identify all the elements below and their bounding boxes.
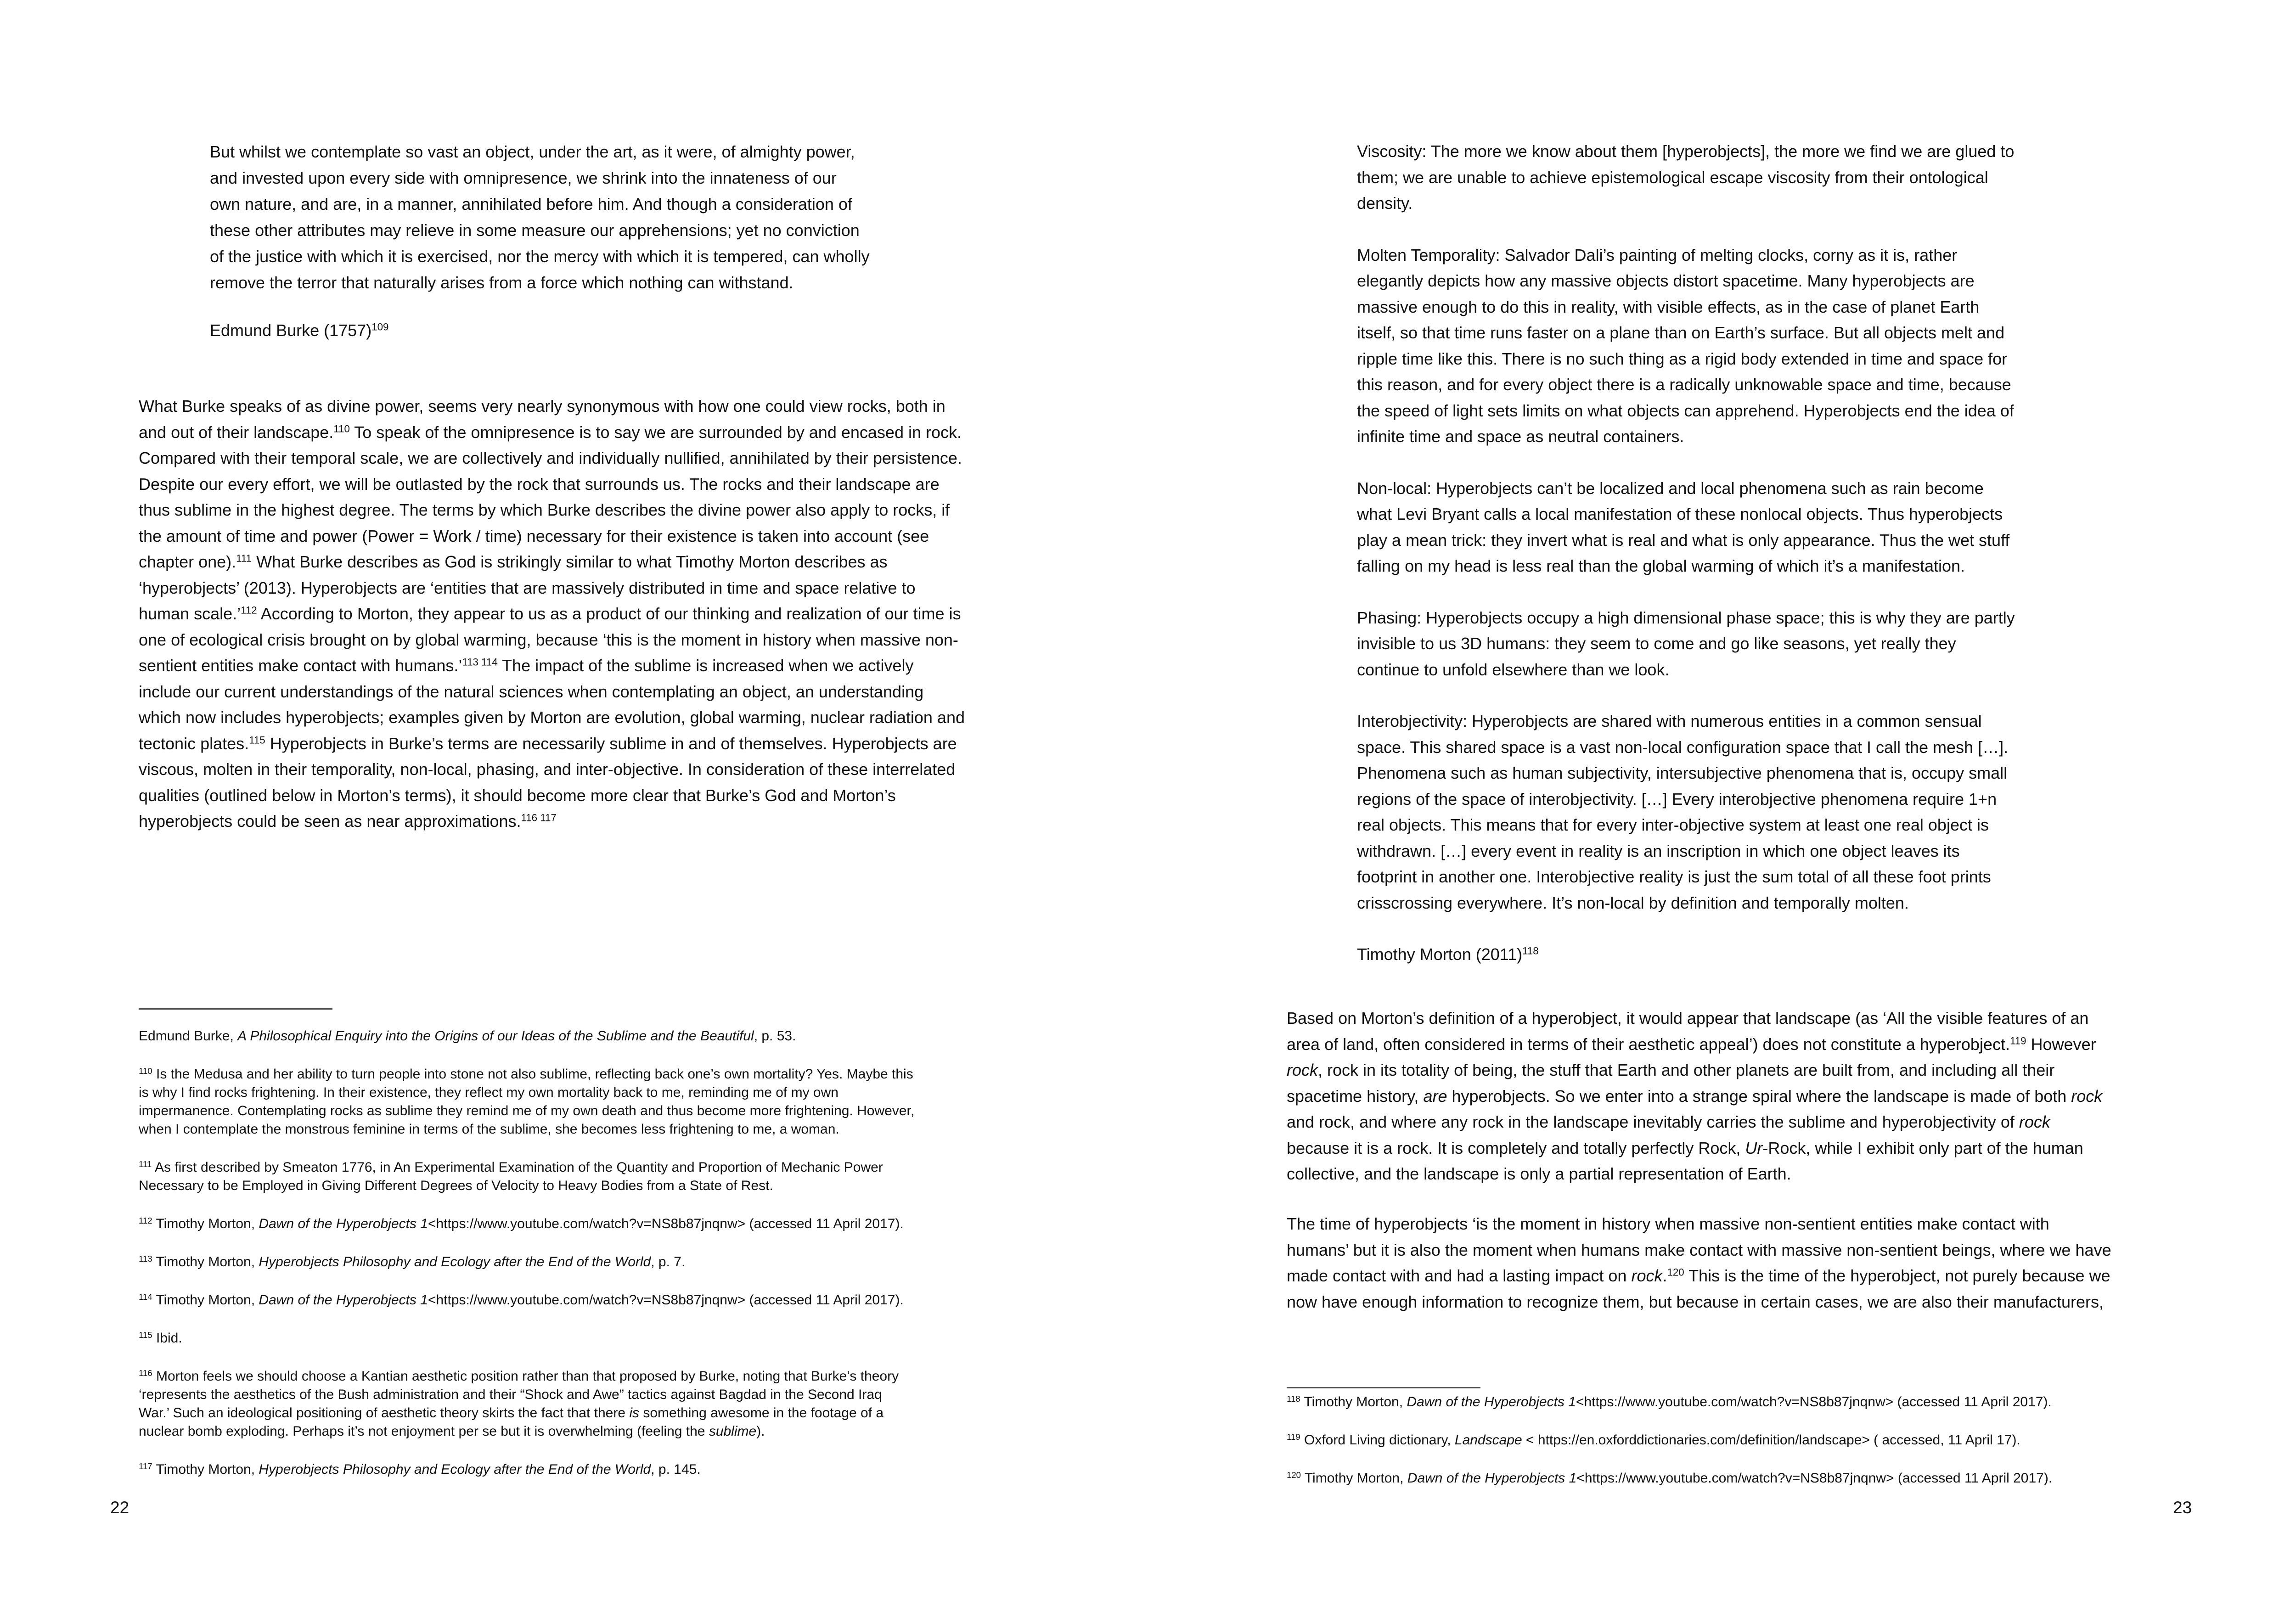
footnote-divider [1287, 1387, 1480, 1388]
footnote-ref: 109 [371, 321, 389, 333]
footnote-ref: 119 [2009, 1035, 2026, 1047]
footnote-ref: 113 114 [462, 656, 498, 668]
quote-line: of the justice with which it is exercised, nor the mercy with which it is tempered, can wholly [210, 247, 870, 266]
footnote: $^{120}$ Timothy Morton, Dawn of the Hyperobjects 1<https://www.youtube.com/watch?v=NS8b87jnqnw> (accessed 11 April 2017). [1287, 1470, 2053, 1486]
footnote-number: 117 [139, 1461, 152, 1471]
footnote: $^{110}$ Is the Medusa and her ability to turn people into stone not also sublime, reflecting back one’s own mortality? Yes. Maybe this is why I find rocks frightening. In their existence, they reflect my own mortality back to me, reminding me of my own impermanence. Contemplating rocks as sublime they remind me of my own death and thus become more frightening. However, when I contemplate the monstrous feminine in terms of the sublime, she becomes less frightening to me, a woman. [139, 1066, 915, 1137]
quote-viscosity: Viscosity: The more we know about them [hyperobjects], the more we find we are glued to them; we are unable to achieve epistemological escape viscosity from their ontological density. [1357, 142, 2015, 213]
footnote-ref: 110 [333, 423, 350, 435]
footnote: $^{116}$ Morton feels we should choose a Kantian aesthetic position rather than that proposed by Burke, noting that Burke’s theory ‘represents the aesthetics of the Bush administration and their “Shock and Awe” tactics against Bagdad in the Second Iraq War.’ Such an ideological positioning of aesthetic theory skirts the fact that there is something awesome in the footage of a nuclear bomb exploding. Perhaps it’s not enjoyment per se but it is overwhelming (feeling the sublime). [139, 1368, 899, 1439]
footnote-ref: 112 [241, 604, 257, 616]
footnote-ref: 115 [249, 734, 265, 746]
footnotes [1287, 1393, 2187, 1507]
footnote: $^{118}$ Timothy Morton, Dawn of the Hyperobjects 1<https://www.youtube.com/watch?v=NS8b87jnqnw> (accessed 11 April 2017). [1287, 1393, 2052, 1410]
right-page [1148, 0, 2296, 1623]
quote-line: But whilst we contemplate so vast an object, under the art, as it were, of almighty power, [210, 142, 855, 161]
page-number: 22 [110, 1498, 129, 1517]
morton-quote [1357, 139, 2101, 968]
footnote: Edmund Burke, A Philosophical Enquiry into the Origins of our Ideas of the Sublime and the Beautiful, p. 53. [139, 1028, 796, 1044]
footnote-divider [139, 1008, 332, 1010]
quote-line: these other attributes may relieve in some measure our apprehensions; yet no conviction [210, 221, 860, 240]
footnote-number: 110 [139, 1066, 152, 1076]
footnote: $^{113}$ Timothy Morton, Hyperobjects Philosophy and Ecology after the End of the World, p. 7. [139, 1253, 686, 1269]
footnote: $^{114}$ Timothy Morton, Dawn of the Hyperobjects 1<https://www.youtube.com/watch?v=NS8b87jnqnw> (accessed 11 April 2017). [139, 1292, 904, 1308]
quote-non-local: Non-local: Hyperobjects can’t be localized and local phenomena such as rain become what Levi Bryant calls a local manifestation of these nonlocal objects. Thus hyperobjects play a mean trick: they invert what is real and what is only appearance. Thus the wet stuff falling on my head is less real than the global warming of which it’s a manifestation. [1357, 478, 2010, 575]
footnote-number: 118 [1287, 1393, 1300, 1404]
burke-quote [210, 139, 945, 296]
body-paragraph: What Burke speaks of as divine power, seems very nearly synonymous with how one could view rocks, both in and out of their landscape.$^{110}$ To speak of the omnipresence is to say we are surrounded by and encased in rock. Compared with their temporal scale, we are collectively and individually nullified, annihilated by their persistence. Despite our every effort, we will be outlasted by the rock that surrounds us. The rocks and their landscape are thus sublime in the highest degree. The terms by which Burke describes the divine power also apply to rocks, if the amount of time and power (Power = Work / time) necessary for their existence is taken into account (see chapter one).$^{111}$ What Burke describes as God is strikingly similar to what Timothy Morton describes as ‘hyperobjects’ (2013). Hyperobjects are ‘entities that are massively distributed in time and space relative to human scale.’$^{112}$ According to Morton, they appear to us as a product of our thinking and realization of our time is one of ecological crisis brought on by global warming, because ‘this is the moment in history when massive non- sentient entities make contact with humans.’$^{113 114}$ The impact of the sublime is increased when we actively include our current understandings of the natural sciences when contemplating an object, an understanding which now includes hyperobjects; examples given by Morton are evolution, global warming, nuclear radiation and tectonic plates.$^{115}$ Hyperobjects in Burke’s terms are necessarily sublime in and of themselves. Hyperobjects are viscous, molten in their temporality, non-local, phasing, and inter-objective. In consideration of these interrelated qualities (outlined below in Morton’s terms), it should become more clear that Burke’s God and Morton’s hyperobjects could be seen as near approximations.$^{116 117}$ [139, 397, 965, 831]
footnote-number: 120 [1287, 1470, 1301, 1480]
footnote: $^{117}$ Timothy Morton, Hyperobjects Philosophy and Ecology after the End of the World, p. 145. [139, 1461, 701, 1477]
footnote: $^{111}$ As first described by Smeaton 1776, in An Experimental Examination of the Quantity and Proportion of Mechanic Power Necessary to be Employed in Giving Different Degrees of Velocity to Heavy Bodies from a State of Rest. [139, 1159, 883, 1193]
quote-interobjectivity: Interobjectivity: Hyperobjects are shared with numerous entities in a common sensual space. This shared space is a vast non-local configuration space that I call the mesh […]. Phenomena such as human subjectivity, intersubjective phenomena that is, occupy small regions of the space of interobjectivity. […] Every interobjective phenomena require 1+n real objects. This means that for every inter-objective system at least one real object is withdrawn. […] every event in reality is an inscription in which one object leaves its footprint in another one. Interobjective reality is just the sum total of all these foot prints crisscrossing everywhere. It’s non-local by definition and temporally molten. [1357, 712, 2009, 912]
quote-molten-temporality: Molten Temporality: Salvador Dali’s painting of melting clocks, corny as it is, rather elegantly depicts how any massive objects distort spacetime. Many hyperobjects are massive enough to do this in reality, with visible effects, as in the case of planet Earth itself, so that time runs faster on a plane than on Earth’s surface. But all objects melt and ripple time like this. There is no such thing as a rigid body extended in time and space for this reason, and for every object there is a radically unknowable space and time, because the speed of light sets limits on what objects can apprehend. Hyperobjects end the idea of infinite time and space as neutral containers. [1357, 245, 2014, 446]
footnote: $^{115}$ Ibid. [139, 1330, 182, 1346]
footnote-ref: 111 [236, 552, 252, 564]
quote-line: and invested upon every side with omnipresence, we shrink into the innateness of our [210, 168, 837, 187]
footnote-ref: 118 [1522, 945, 1539, 957]
footnote-number: 113 [139, 1253, 152, 1264]
quote-attribution: Timothy Morton $(2011)^{118}$ [1357, 945, 1539, 964]
footnotes [139, 1027, 1039, 1499]
body-paragraph: Based on Morton’s definition of a hyperobject, it would appear that landscape (as ‘All the visible features of an area of land, often considered in terms of their aesthetic appeal’) does not constitute a hyperobject.$^{119}$ However rock, rock in its totality of being, the stuff that Earth and other planets are built from, and including all their spacetime history, are hyperobjects. So we enter into a strange spiral where the landscape is made of both rock and rock, and where any rock in the landscape inevitably carries the sublime and hyperobjectivity of rock because it is a rock. It is completely and totally perfectly Rock, Ur-Rock, while I exhibit only part of the human collective, and the landscape is only a partial representation of Earth. [1287, 1009, 2103, 1183]
footnote-number: 112 [139, 1215, 152, 1225]
footnote-number: 111 [139, 1159, 152, 1169]
quote-line: remove the terror that naturally arises from a force which nothing can withstand. [210, 273, 793, 292]
footnote: $^{112}$ Timothy Morton, Dawn of the Hyperobjects 1<https://www.youtube.com/watch?v=NS8b87jnqnw> (accessed 11 April 2017). [139, 1215, 904, 1231]
footnote: $^{119}$ Oxford Living dictionary, Landscape < https://en.oxforddictionaries.com/definition/landscape> ( accessed, 11 April 17). [1287, 1432, 2020, 1448]
quote-line: own nature, and are, in a manner, annihilated before him. And though a consideration of [210, 195, 852, 213]
footnote-ref: 116 117 [521, 812, 557, 824]
body-paragraph: The time of hyperobjects ‘is the moment in history when massive non-sentient entities make contact with humans’ but it is also the moment when humans make contact with massive non-sentient beings, where we have made contact with and had a lasting impact on rock.$^{120}$ This is the time of the hyperobject, not purely because we now have enough information to recognize them, but because in certain cases, we are also their manufacturers, [1287, 1214, 2111, 1311]
page-number: 23 [2173, 1498, 2192, 1517]
footnote-number: 114 [139, 1292, 152, 1302]
quote-attribution [210, 318, 761, 344]
footnote-number: 115 [139, 1330, 152, 1340]
quote-phasing: Phasing: Hyperobjects occupy a high dimensional phase space; this is why they are partly invisible to us 3D humans: they seem to come and go like seasons, yet really they continue to unfold elsewhere than we look. [1357, 608, 2015, 679]
footnote-number: 119 [1287, 1432, 1300, 1442]
footnote-number: 116 [139, 1368, 152, 1378]
footnote-ref: 120 [1667, 1266, 1684, 1278]
attribution-text: Edmund Burke (1757) [210, 321, 372, 340]
